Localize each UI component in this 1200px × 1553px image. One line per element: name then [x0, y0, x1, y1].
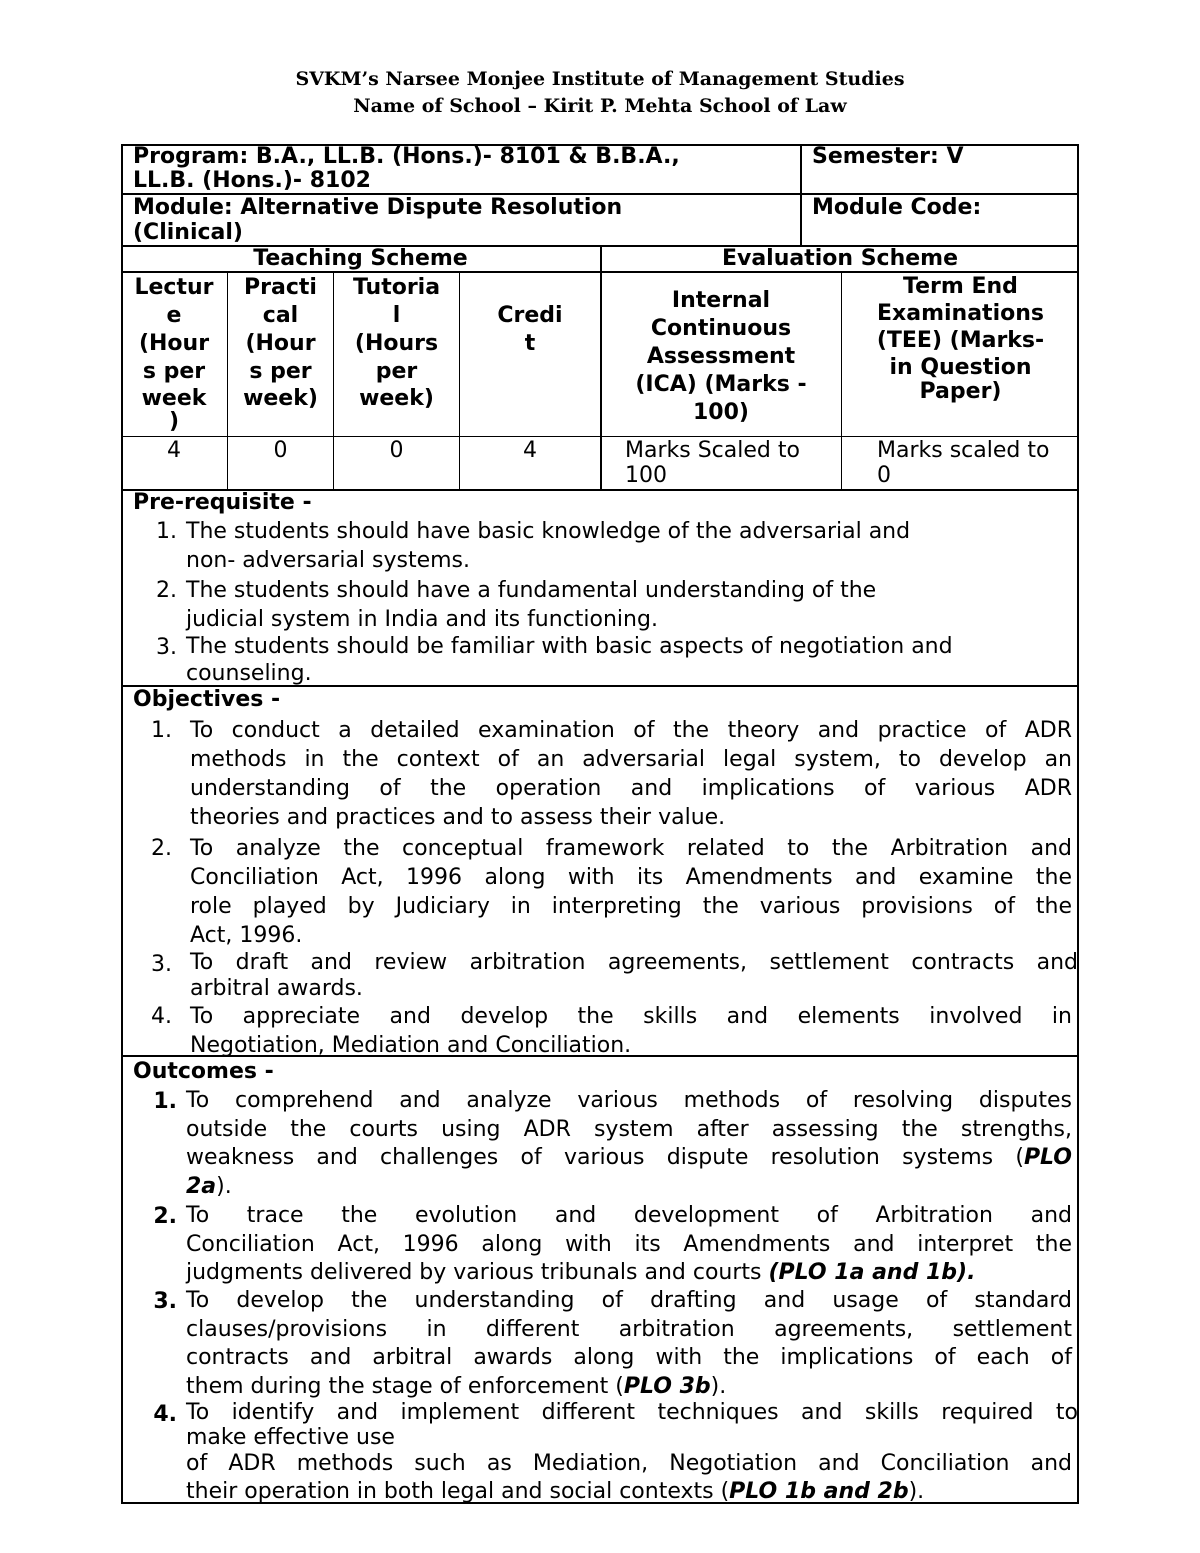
semester: Semester: V [812, 144, 964, 169]
list-number: 3. [151, 952, 172, 977]
list-item: To trace the evolution and development of Arbitration and Conciliation Act, 1996 along with its Amendments and interpret the judgments delivered by various tribunals and courts (PLO 1a and 1b). [186, 1203, 1072, 1285]
evaluation-scheme-header: Evaluation Scheme [721, 246, 959, 271]
plo-tag: 2a [186, 1173, 217, 1199]
program-line1: Program: B.A., LL.B. (Hons.)- 8101 & B.B.A., [133, 144, 680, 169]
list-number: 1. [156, 519, 177, 544]
plo-tag: (PLO 1a and 1b). [768, 1260, 976, 1285]
practical-value: 0 [273, 438, 288, 463]
col-divider [800, 144, 802, 246]
list-number: 3. [156, 635, 177, 660]
list-item-continued: of ADR methods such as Mediation, Negotiation and Conciliation and their operation in both legal and social contexts (PLO 1b and 2b). [186, 1451, 1072, 1504]
school-name: Name of School – Kirit P. Mehta School of Law [353, 95, 847, 117]
plo-tag: PLO 1b and 2b [729, 1479, 909, 1504]
module-line1: Module: Alternative Dispute Resolution [133, 195, 623, 220]
tutorial-value: 0 [389, 438, 404, 463]
credit-header: Credi t [497, 303, 563, 356]
list-number: 2. [156, 578, 177, 603]
list-item: To analyze the conceptual framework related to the Arbitration and Conciliation Act, 1996 along with its Amendments and examine the role played by Judiciary in interpreting the various provisions of the Act, 1996. [190, 836, 1072, 948]
list-item: To draft and review arbitration agreements, settlement contracts and arbitral awards. [190, 950, 1078, 1001]
lecture-header: Lectur e (Hour s per week ) [134, 275, 214, 434]
outcomes-title: Outcomes - [133, 1059, 274, 1084]
ica-header: Internal Continuous Assessment (ICA) (Marks - 100) [635, 288, 807, 425]
list-item: To develop the understanding of drafting and usage of standard clauses/provisions in different arbitration agreements, settlement contracts and arbitral awards along with the implications of each of them during the stage of enforcement (PLO 3b). [186, 1288, 1072, 1399]
list-number: 2. [153, 1204, 177, 1229]
list-item: The students should have basic knowledge of the adversarial and non- adversarial systems. [186, 519, 911, 573]
tee-value: Marks scaled to 0 [877, 438, 1050, 488]
list-item: To comprehend and analyze various methods of resolving disputes outside the courts using ADR system after assessing the strengths, weakness and challenges of various dispute resolution systems (PLO 2a). [186, 1088, 1072, 1199]
credit-value: 4 [523, 438, 537, 463]
list-item: To conduct a detailed examination of the theory and practice of ADR methods in the context of an adversarial legal system, to develop an understanding of the operation and implications of various ADR theories and practices and to assess their value. [190, 718, 1072, 830]
list-number: 3. [153, 1289, 177, 1314]
module-line2: (Clinical) [133, 220, 243, 245]
teaching-scheme-header: Teaching Scheme [253, 246, 468, 271]
plo-tag: PLO 3b [623, 1373, 711, 1399]
list-item: The students should be familiar with basic aspects of negotiation and counseling. [186, 634, 953, 686]
lecture-value: 4 [167, 438, 181, 463]
plo-tag: PLO [1023, 1145, 1072, 1170]
list-number: 2. [151, 836, 172, 861]
tee-header: Term End Examinations (TEE) (Marks- in Question Paper) [876, 274, 1045, 404]
tutorial-header: Tutoria l (Hours per week) [352, 275, 441, 411]
program-line2: LL.B. (Hons.)- 8102 [133, 168, 371, 193]
list-number: 1. [153, 1089, 177, 1114]
prerequisite-title: Pre-requisite - [133, 490, 312, 515]
institute-name: SVKM’s Narsee Monjee Institute of Management Studies [295, 68, 905, 90]
ica-value: Marks Scaled to 100 [625, 438, 800, 488]
objectives-title: Objectives - [133, 687, 281, 712]
list-number: 4. [153, 1402, 177, 1427]
list-number: 4. [151, 1004, 172, 1029]
practical-header: Practi cal (Hour s per week) [243, 275, 318, 411]
list-item: To appreciate and develop the skills and elements involved in Negotiation, Mediation and Conciliation. [190, 1004, 1072, 1058]
list-item: To identify and implement different techniques and skills required to make effective use [186, 1400, 1078, 1450]
module-code: Module Code: [812, 195, 982, 220]
list-number: 1. [151, 718, 172, 743]
list-item: The students should have a fundamental understanding of the judicial system in India and its functioning. [186, 578, 877, 632]
